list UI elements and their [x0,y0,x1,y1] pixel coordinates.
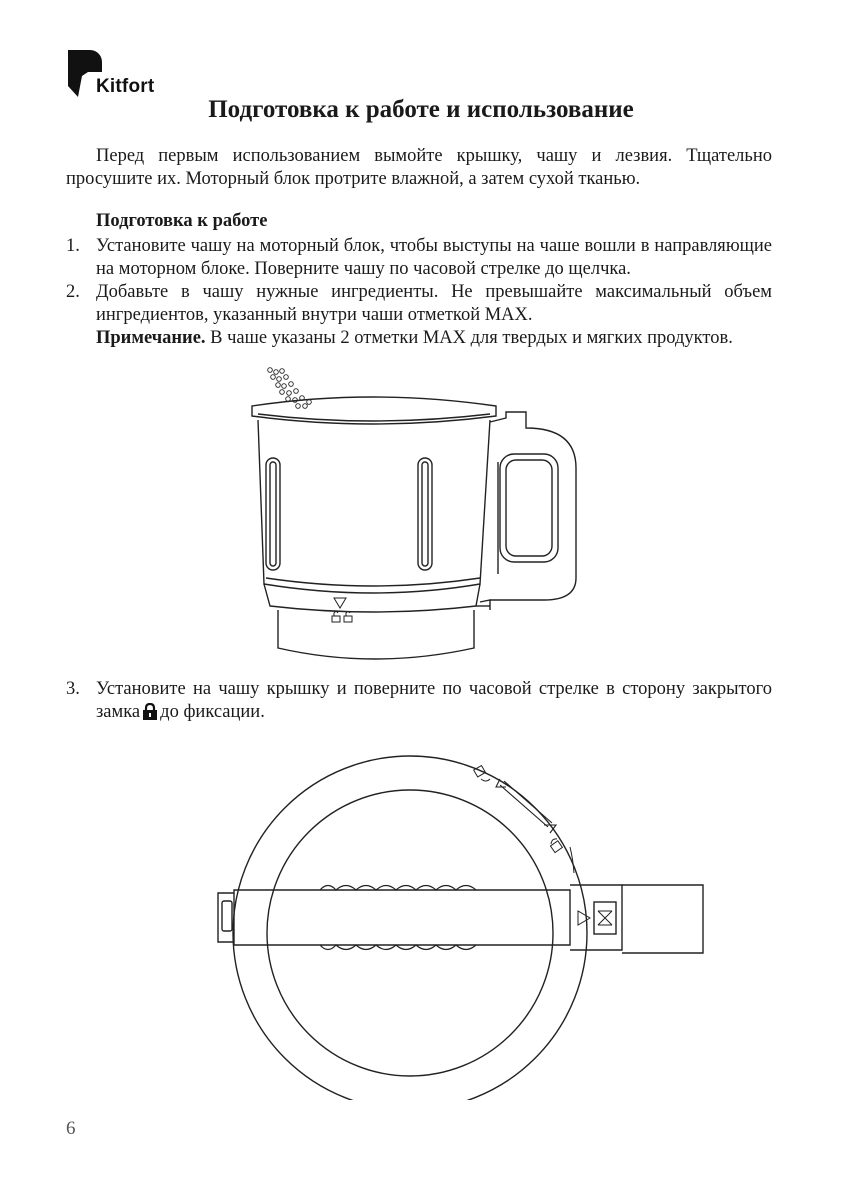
subheading: Подготовка к работе [96,211,268,231]
step-text [96,678,772,724]
step-text-after: до фиксации. [160,702,265,722]
ingredients-icon [268,368,312,409]
note-text: В чаше указаны 2 отметки MAX для твердых и мягких продуктов. [205,328,733,348]
step-number: 3. [66,679,80,699]
step-text: Установите чашу на моторный блок, чтобы выступы на чаше вошли в направляющие на моторном блоке. Поверните чашу по часовой стрелке до щелчка. [96,236,772,279]
arrow-down-icon [334,598,346,608]
bowl-on-motor-illustration [244,362,584,662]
lid-rotation-illustration [210,735,710,1100]
step-text: Добавьте в чашу нужные ингредиенты. Не превышайте максимальный объем ингредиентов, указанный внутри чаши отметкой MAX. [96,282,772,325]
kitfort-logo [68,50,178,100]
list-item [66,281,772,350]
play-triangle-icon [578,911,590,925]
intro-paragraph: Перед первым использованием вымойте крышку, чашу и лезвия. Тщательно просушите их. Моторный блок протрите влажной, а затем сухой тканью. [66,146,772,189]
list-item [66,235,772,281]
lock-symbol-icon [332,612,352,623]
closed-lock-icon [143,703,157,720]
list-item [66,678,772,724]
step-number: 2. [66,282,80,302]
double-arrow-icon [496,779,556,833]
page-number: 6 [66,1118,76,1139]
step-text-before: Установите на чашу крышку и поверните по часовой стрелке в сторону закрытого замка [96,679,772,722]
note [96,327,772,350]
step-number: 1. [66,236,80,256]
logo-text: Kitfort [96,76,155,97]
note-label: Примечание. [96,328,206,348]
page-title: Подготовка к работе и использование [208,96,634,123]
